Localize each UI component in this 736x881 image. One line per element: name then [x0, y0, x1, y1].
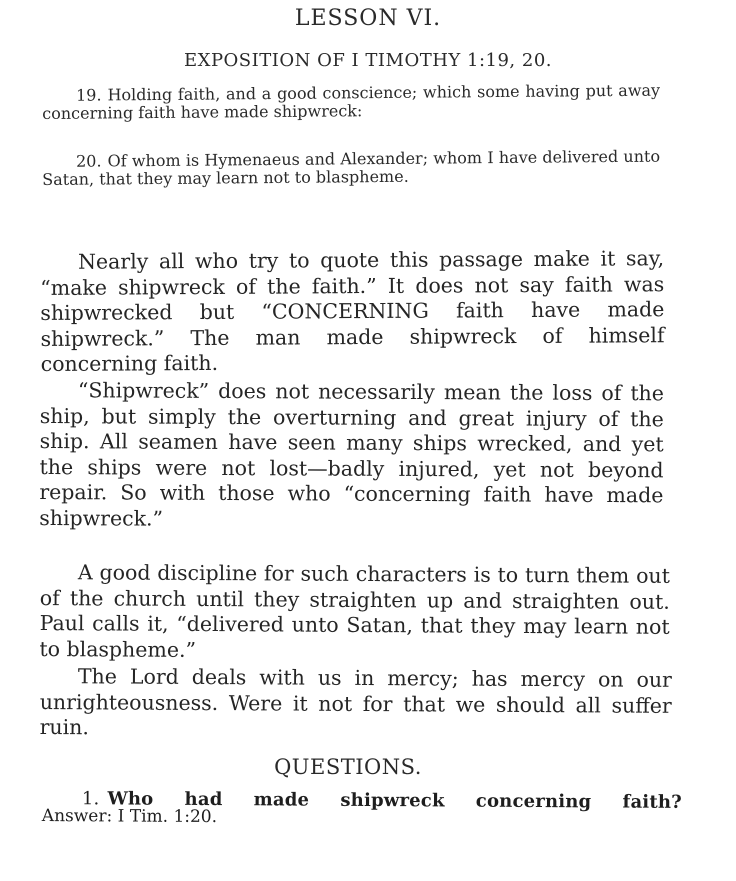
answer-text: Answer: I Tim. 1:20.	[41, 805, 218, 828]
paragraph-1: Nearly all who try to quote this passage make it say, “make shipwreck of the faith.” It does not say faith was shipwrecked but “CONCERNING faith have made shipwreck.” The man made shipwreck of himself concerning faith.	[40, 245, 665, 376]
verse-number: 20.	[75, 151, 102, 171]
verse-text: Of whom is Hymenaeus and Alexander; whom I have delivered unto Satan, that they may learn not to blaspheme.	[42, 146, 661, 189]
question-1	[42, 788, 682, 830]
questions-heading: QUESTIONS.	[274, 755, 422, 779]
paragraph-3: A good discipline for such characters is to turn them out of the church until they straighten up and straighten out. Paul calls it, “delivered unto Satan, that they may learn not to blaspheme.”	[39, 559, 670, 662]
verse-19	[42, 82, 660, 123]
paragraph-4: The Lord deals with us in mercy; has mercy on our unrighteousness. Were it not for that we should all suffer ruin.	[39, 663, 672, 739]
lesson-title: LESSON VI.	[294, 6, 442, 31]
paragraph-2: “Shipwreck” does not necessarily mean the loss of the ship, but simply the overturning and great injury of the ship. All seamen have seen many ships wrecked, and yet the ships were not lost—badly injured, yet not beyond repair. So with those who “concerning faith have made shipwreck.”	[39, 377, 664, 531]
question-number: 1.	[81, 788, 100, 810]
exposition-title: EXPOSITION OF I TIMOTHY 1:19, 20.	[183, 50, 552, 71]
verse-text: Holding faith, and a good conscience; which some having put away concerning faith have made shipwreck:	[42, 80, 661, 123]
verse-20	[42, 148, 660, 189]
verse-number: 19.	[75, 85, 102, 105]
question-text: Who had made shipwreck concerning faith?	[107, 788, 682, 813]
